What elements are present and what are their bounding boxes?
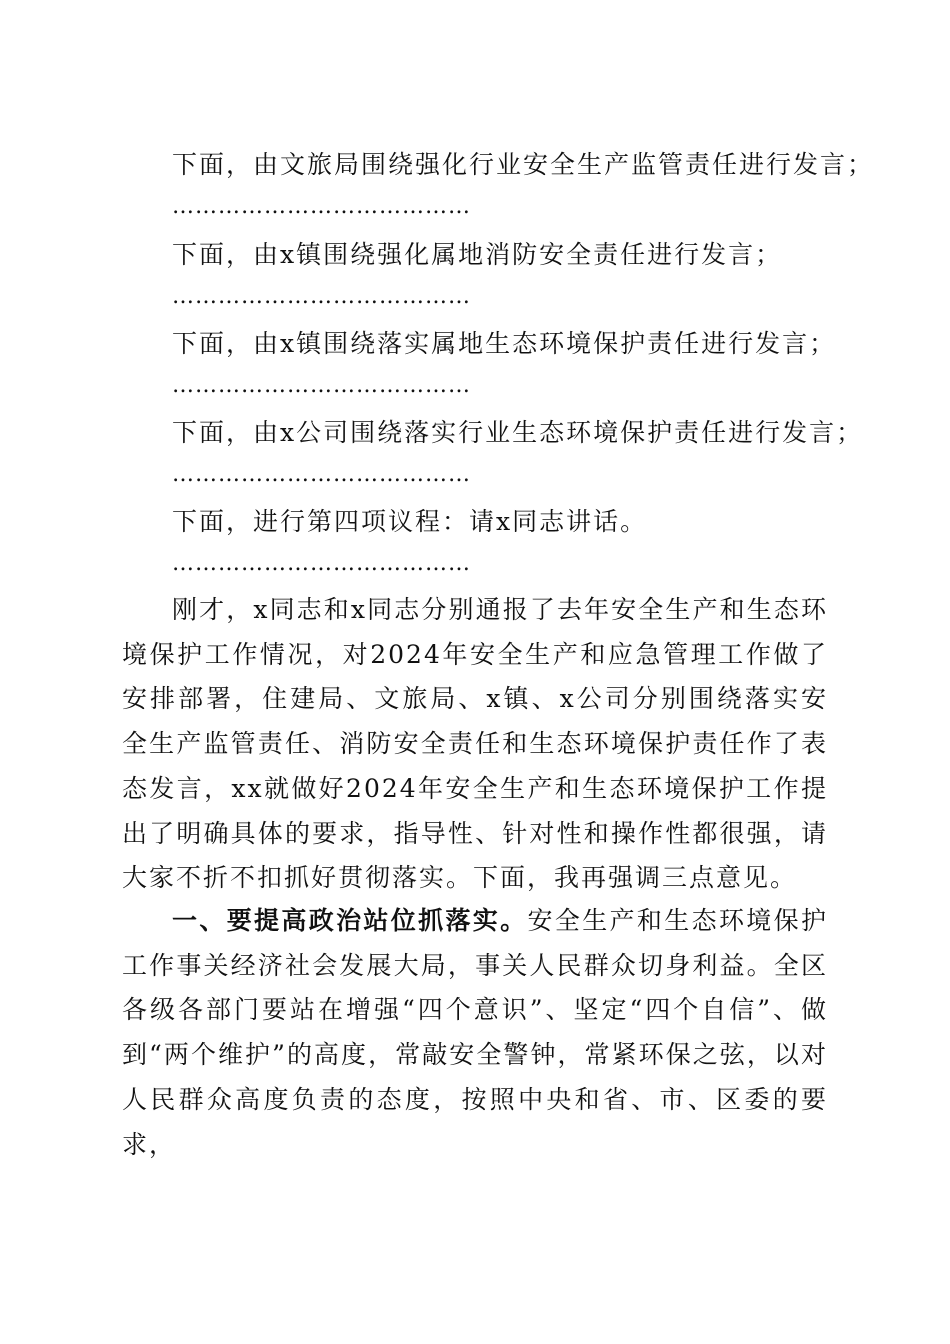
point-one-body: 安全生产和生态环境保护工作事关经济社会发展大局，事关人民群众切身利益。全区各级各部门要站在增强“四个意识”、坚定“四个自信”、做到“两个维护”的高度，常敲安全警钟，常紧环保之弦，以对人民群众高度负责的态度，按照中央和省、市、区委的要求， — [122, 906, 828, 1159]
agenda-item-1: 下面，由文旅局围绕强化行业安全生产监管责任进行发言； — [172, 150, 875, 179]
ellipsis-2: ………………………………… — [172, 284, 471, 309]
paragraph-summary: 刚才，x同志和x同志分别通报了去年安全生产和生态环境保护工作情况，对2024年安全生产和应急管理工作做了安排部署，住建局、文旅局、x镇、x公司分别围绕落实安全生产监管责任、消防安全责任和生态环境保护责任作了表态发言，xx就做好2024年安全生产和生态环境保护工作提出了明确具体的要求，指导性、针对性和操作性都很强，请大家不折不扣抓好贯彻落实。下面，我再强调三点意见。 — [122, 595, 828, 893]
ellipsis-4: ………………………………… — [172, 462, 471, 487]
point-one-heading: 一、要提高政治站位抓落实。 — [172, 906, 528, 935]
agenda-item-4: 下面，由x公司围绕落实行业生态环境保护责任进行发言； — [172, 418, 864, 447]
ellipsis-5: ………………………………… — [172, 551, 471, 576]
ellipsis-3: ………………………………… — [172, 373, 471, 398]
agenda-item-2: 下面，由x镇围绕强化属地消防安全责任进行发言； — [172, 240, 783, 269]
ellipsis-1: ………………………………… — [172, 194, 471, 219]
paragraph-point-one — [122, 899, 828, 1167]
agenda-item-3: 下面，由x镇围绕落实属地生态环境保护责任进行发言； — [172, 329, 837, 358]
agenda-item-5: 下面，进行第四项议程：请x同志讲话。 — [172, 507, 648, 536]
